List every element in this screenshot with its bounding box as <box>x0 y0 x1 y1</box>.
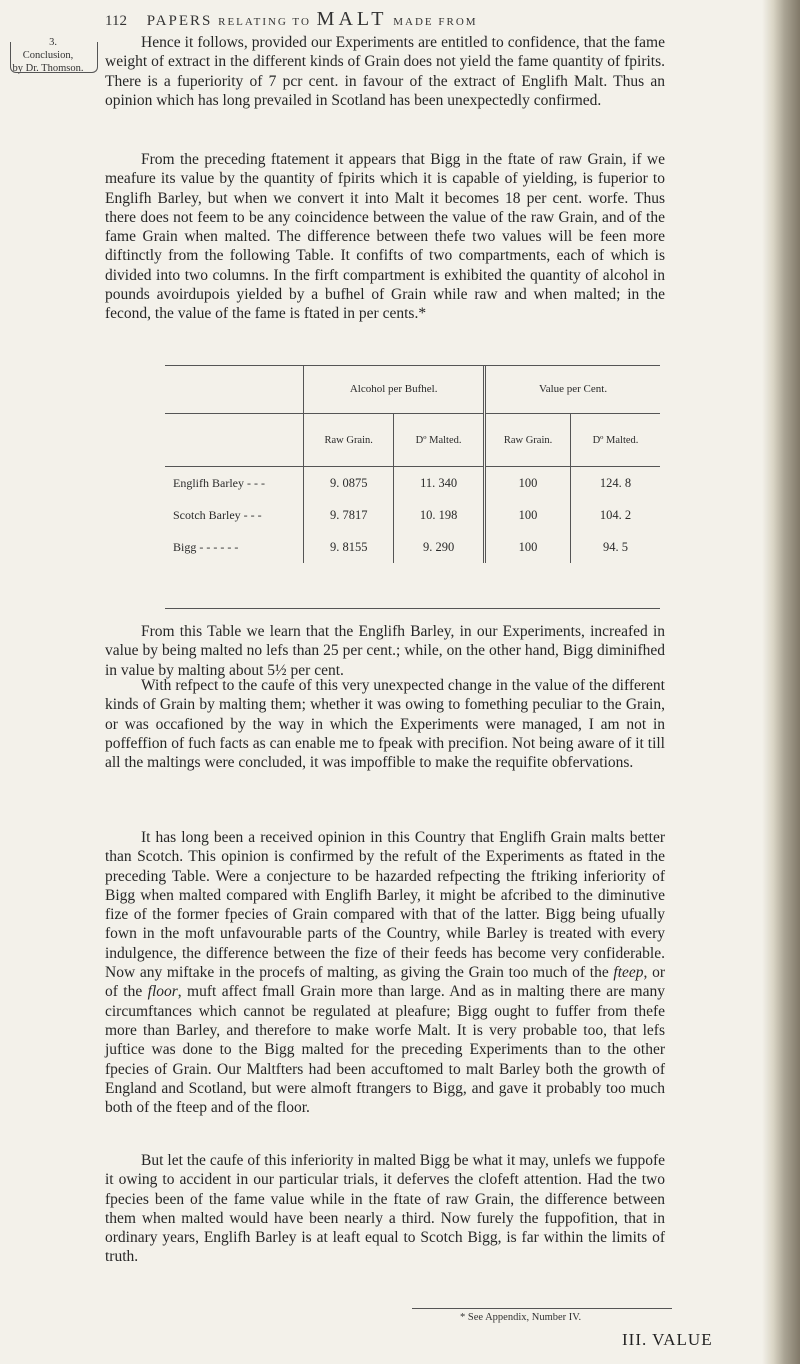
page-edge-shadow <box>762 0 800 1364</box>
table-cell: 124. 8 <box>571 467 661 500</box>
table-row <box>165 499 660 531</box>
table-row <box>165 531 660 563</box>
margin-note-line1: Conclusion, <box>22 50 74 61</box>
running-head <box>105 8 665 31</box>
margin-note <box>2 36 94 75</box>
table-corner-cell <box>165 365 304 414</box>
page-number: 112 <box>105 13 127 29</box>
catchword: III. VALUE <box>622 1330 713 1349</box>
paragraph-table-result <box>105 622 665 680</box>
table-corner-cell <box>165 414 304 467</box>
italic-steep: fteep <box>613 964 644 982</box>
paragraph-text: But let the caufe of this inferiority in malted Bigg be what it may, unlefs we fuppofe it owing to accident in our particular trials, it deferves the clofeft attention. Had the two fpecies been of the fame value while in the ftate of raw Grain, the difference between them when malted would have been nearly a third. Now furely the fuppofition, that in ordinary years, Englifh Barley is at leaft equal to Scotch Bigg, is far within the limits of truth. <box>105 1152 665 1266</box>
margin-note-number: 3. <box>49 37 57 48</box>
footnote: * See Appendix, Number IV. <box>460 1312 582 1323</box>
table-cell: 9. 290 <box>394 531 485 563</box>
table-col-header: Dº Malted. <box>394 414 485 467</box>
margin-note-line2: by Dr. Thomson. <box>12 63 84 74</box>
table-group-alcohol: Alcohol per Bufhel. <box>304 365 485 414</box>
paragraph-text: From the preceding ftatement it appears that Bigg in the ftate of raw Grain, if we meafure its value by the quantity of fpirits which it is capable of yielding, is fuperior to Englifh Barley, but when we convert it into Malt it becomes 18 per cent. worfe. Thus there does not feem to be any coincidence between the value of the raw Grain, and of the fame Grain when malted. The difference between thefe two values will be feen more diftinctly from the following Table. It confifts of two compartments, each of which is divided into two columns. In the firft compartment is exhibited the quantity of alcohol in pounds avoirdupois yielded by a bufhel of Grain while raw and when malted; in the fecond, the value of the fame is ftated in per cents.* <box>105 151 665 323</box>
table-group-value: Value per Cent. <box>485 365 660 414</box>
table-cell: 10. 198 <box>394 499 485 531</box>
table-group-header-row <box>165 365 660 414</box>
paragraph-conclusion <box>105 33 665 110</box>
table-col-header: Raw Grain. <box>485 414 571 467</box>
table-cell: 9. 8155 <box>304 531 394 563</box>
footnote-rule <box>412 1308 672 1309</box>
table-col-header: Raw Grain. <box>304 414 394 467</box>
table-row <box>165 467 660 500</box>
paragraph-cause <box>105 676 665 772</box>
paragraph-text-part: , or of the <box>105 964 666 1001</box>
paragraph-text: From this Table we learn that the Englifh Barley, in our Experiments, increafed in value by being malted no lefs than 25 per cent.; while, on the other hand, Bigg diminifhed in value by malting about 5½ per cent. <box>105 623 665 679</box>
alcohol-value-table <box>165 365 660 563</box>
italic-floor: floor <box>147 983 178 1001</box>
table-sub-header-row <box>165 414 660 467</box>
table-row-label: Bigg - - - - - - <box>173 539 239 554</box>
running-title-malt: MALT <box>316 8 388 30</box>
paragraph-text: With refpect to the caufe of this very unexpected change in the value of the different kinds of Grain by malting them; whether it was owing to fomething peculiar to the Grain, or was occafioned by the way in which the Experiments were managed, I am not in poffeffion of fuch facts as can enable me to fpeak with precifion. Not being aware of it till all the maltings were concluded, it was impoffible to make the requifite obfervations. <box>105 677 665 772</box>
table-cell: 9. 0875 <box>304 467 394 500</box>
table-cell: 94. 5 <box>571 531 661 563</box>
table-col-header: Dº Malted. <box>571 414 661 467</box>
running-title-papers: PAPERS <box>146 13 213 29</box>
table-row-label: Scotch Barley - - - <box>173 507 262 522</box>
table-cell: 104. 2 <box>571 499 661 531</box>
paragraph-text <box>105 828 665 1117</box>
running-title-made-from: MADE FROM <box>393 16 478 28</box>
margin-note-bracket <box>10 42 98 73</box>
paragraph-inferiority <box>105 1151 665 1267</box>
table-cell: 9. 7817 <box>304 499 394 531</box>
table-cell: 100 <box>485 499 571 531</box>
paragraph-text: Hence it follows, provided our Experiments are entitled to confidence, that the fame weight of extract in the different kinds of Grain does not yield the fame quantity of fpirits. There is a fuperiority of 7 pcr cent. in favour of the extract of Englifh Malt. Thus an opinion which has long prevailed in Scotland has been unexpectedly confirmed. <box>105 34 665 109</box>
table-cell: 100 <box>485 467 571 500</box>
paragraph-text-part: , muft affect fmall Grain more than large. And as in malting there are many circumftances which cannot be regulated at pleafure; Bigg ought to fuffer from thefe more than Barley, and therefore to make worfe Malt. It is very probable too, that lefs juftice was done to the Bigg malted for the preceding Experiments than to the other fpecies of Grain. Our Maltfters had been accuftomed to malt Barley both the growth of England and Scotland, but were almoft ftrangers to Bigg, and gave it probably too much both of the fteep and of the floor. <box>105 983 665 1117</box>
table-cell: 11. 340 <box>394 467 485 500</box>
running-title-relating: RELATING TO <box>218 16 311 28</box>
table-cell: 100 <box>485 531 571 563</box>
table-row-label: Englifh Barley - - - <box>173 475 265 490</box>
paragraph-opinion <box>105 828 665 1117</box>
paragraph-text-part: It has long been a received opinion in this Country that Englifh Grain malts better than Scotch. This opinion is confirmed by the refult of the Experiments as ftated in the preceding Table. Were a conjecture to be hazarded refpecting the ftriking inferiority of Bigg when malted compared with Englifh Barley, it might be afcribed to the diminutive fize of the former fpecies of Grain compared with that of the latter. Bigg being ufually fown in the moft unfavourable parts of the Country, while Barley is treated with every indulgence, the difference between the fize of their feeds has become very confiderable. Now any miftake in the procefs of malting, as giving the Grain too much of the <box>105 829 665 982</box>
paragraph-statement <box>105 150 665 324</box>
